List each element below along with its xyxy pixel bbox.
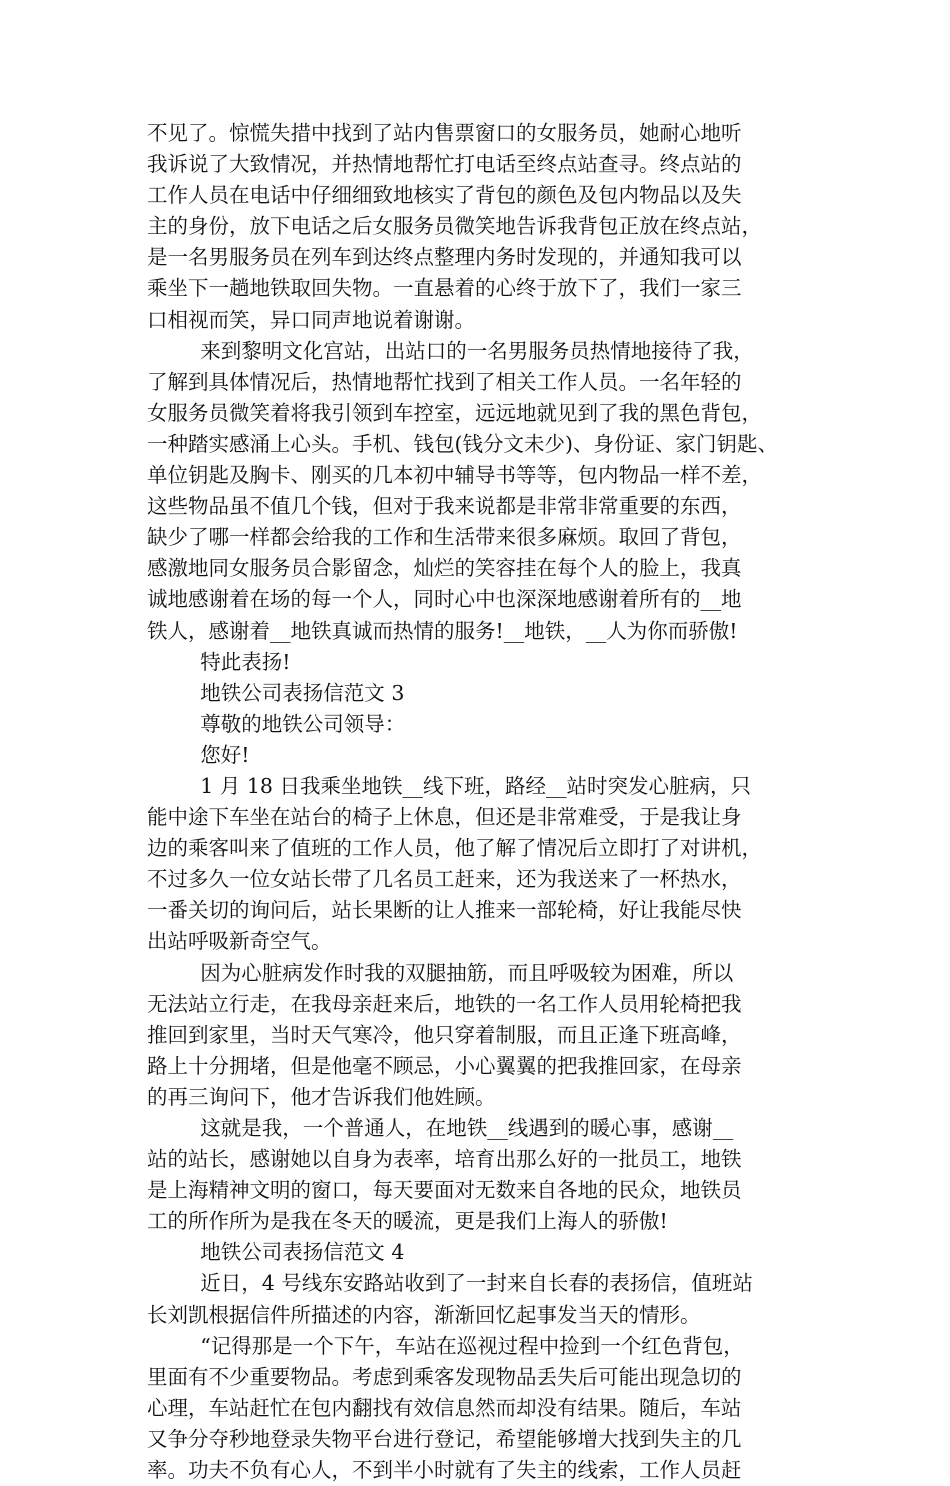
text-line: 女服务员微笑着将我引领到车控室，远远地就见到了我的黑色背包， — [147, 400, 762, 425]
paragraph — [147, 1331, 807, 1486]
text-line: 站的站长，感谢她以自身为表率，培育出那么好的一批员工，地铁 — [147, 1147, 742, 1172]
text-line: 地铁公司表扬信范文 4 — [200, 1240, 405, 1265]
text-line: 工的所作所为是我在冬天的暖流，更是我们上海人的骄傲! — [147, 1209, 668, 1234]
text-line: 了解到具体情况后，热情地帮忙找到了相关工作人员。一名年轻的 — [147, 369, 742, 394]
text-line: 率。功夫不负有心人，不到半小时就有了失主的线索，工作人员赶 — [147, 1458, 742, 1483]
paragraph — [147, 647, 807, 678]
text-line: 不见了。惊慌失措中找到了站内售票窗口的女服务员，她耐心地听 — [147, 121, 742, 145]
text-line: 心理，车站赶忙在包内翻找有效信息然而却没有结果。随后，车站 — [147, 1395, 742, 1420]
text-line: 这就是我，一个普通人，在地铁__线遇到的暖心事，感谢__ — [200, 1116, 734, 1140]
paragraph — [147, 1113, 807, 1237]
document-body — [147, 118, 807, 1486]
text-line: 缺少了哪一样都会给我的工作和生活带来很多麻烦。取回了背包， — [147, 525, 742, 550]
text-line: 路上十分拥堵，但是他毫不顾忌，小心翼翼的把我推回家，在母亲 — [147, 1053, 742, 1078]
text-line: 因为心脏病发作时我的双腿抽筋，而且呼吸较为困难，所以 — [200, 960, 734, 985]
text-line: 来到黎明文化宫站，出站口的一名男服务员热情地接待了我， — [200, 338, 754, 363]
paragraph — [147, 740, 807, 771]
text-line: 感激地同女服务员合影留念，灿烂的笑容挂在每个人的脸上，我真 — [147, 556, 742, 581]
text-line: 能中途下车坐在站台的椅子上休息，但还是非常难受，于是我让身 — [147, 805, 742, 830]
text-line: 地铁公司表扬信范文 3 — [200, 680, 405, 705]
paragraph — [147, 118, 807, 336]
text-line: 是一名男服务员在列车到达终点整理内务时发现的，并通知我可以 — [147, 245, 742, 270]
text-line: 边的乘客叫来了值班的工作人员，他了解了情况后立即打了对讲机， — [147, 836, 762, 861]
text-line: 您好! — [200, 742, 250, 767]
text-line: 又争分夺秒地登录失物平台进行登记，希望能够增大找到失主的几 — [147, 1426, 742, 1451]
text-line: 乘坐下一趟地铁取回失物。一直悬着的心终于放下了，我们一家三 — [147, 276, 742, 301]
paragraph — [147, 1268, 807, 1330]
text-line: 不过多久一位女站长带了几名员工赶来，还为我送来了一杯热水， — [147, 867, 742, 892]
text-line: 近日，4 号线东安路站收到了一封来自长春的表扬信，值班站 — [200, 1271, 753, 1296]
paragraph — [147, 336, 807, 647]
text-line: “记得那是一个下午，车站在巡视过程中捡到一个红色背包， — [200, 1333, 744, 1358]
paragraph — [147, 958, 807, 1113]
text-line: 我诉说了大致情况，并热情地帮忙打电话至终点站查寻。终点站的 — [147, 152, 742, 177]
text-line: 一番关切的询问后，站长果断的让人推来一部轮椅，好让我能尽快 — [147, 898, 742, 923]
text-line: 单位钥匙及胸卡、刚买的几本初中辅导书等等，包内物品一样不差， — [147, 463, 762, 488]
text-line: 出站呼吸新奇空气。 — [147, 929, 332, 954]
text-line: 口相视而笑，异口同声地说着谢谢。 — [147, 307, 475, 332]
text-line: 特此表扬! — [200, 649, 291, 674]
paragraph — [147, 1237, 807, 1268]
text-line: 尊敬的地铁公司领导： — [200, 711, 406, 736]
text-line: 诚地感谢着在场的每一个人，同时心中也深深地感谢着所有的__地 — [147, 587, 742, 612]
text-line: 里面有不少重要物品。考虑到乘客发现物品丢失后可能出现急切的 — [147, 1364, 742, 1389]
text-line: 无法站立行走，在我母亲赶来后，地铁的一名工作人员用轮椅把我 — [147, 991, 742, 1016]
paragraph — [147, 678, 807, 709]
text-line: 推回到家里，当时天气寒冷，他只穿着制服，而且正逢下班高峰， — [147, 1022, 742, 1047]
text-line: 长刘凯根据信件所描述的内容，渐渐回忆起事发当天的情形。 — [147, 1302, 701, 1327]
text-line: 是上海精神文明的窗口，每天要面对无数来自各地的民众，地铁员 — [147, 1178, 742, 1203]
text-line: 铁人，感谢着__地铁真诚而热情的服务!__地铁，__人为你而骄傲! — [147, 618, 738, 643]
text-line: 的再三询问下，他才告诉我们他姓顾。 — [147, 1084, 496, 1109]
paragraph — [147, 709, 807, 740]
text-line: 主的身份，放下电话之后女服务员微笑地告诉我背包正放在终点站， — [147, 214, 762, 239]
paragraph — [147, 771, 807, 958]
text-line: 一种踏实感涌上心头。手机、钱包(钱分文未少)、身份证、家门钥匙、 — [147, 431, 778, 456]
text-line: 这些物品虽不值几个钱，但对于我来说都是非常非常重要的东西， — [147, 494, 742, 519]
text-line: 工作人员在电话中仔细细致地核实了背包的颜色及包内物品以及失 — [147, 183, 742, 208]
text-line: 1 月 18 日我乘坐地铁__线下班，路经__站时突发心脏病，只 — [200, 773, 751, 798]
